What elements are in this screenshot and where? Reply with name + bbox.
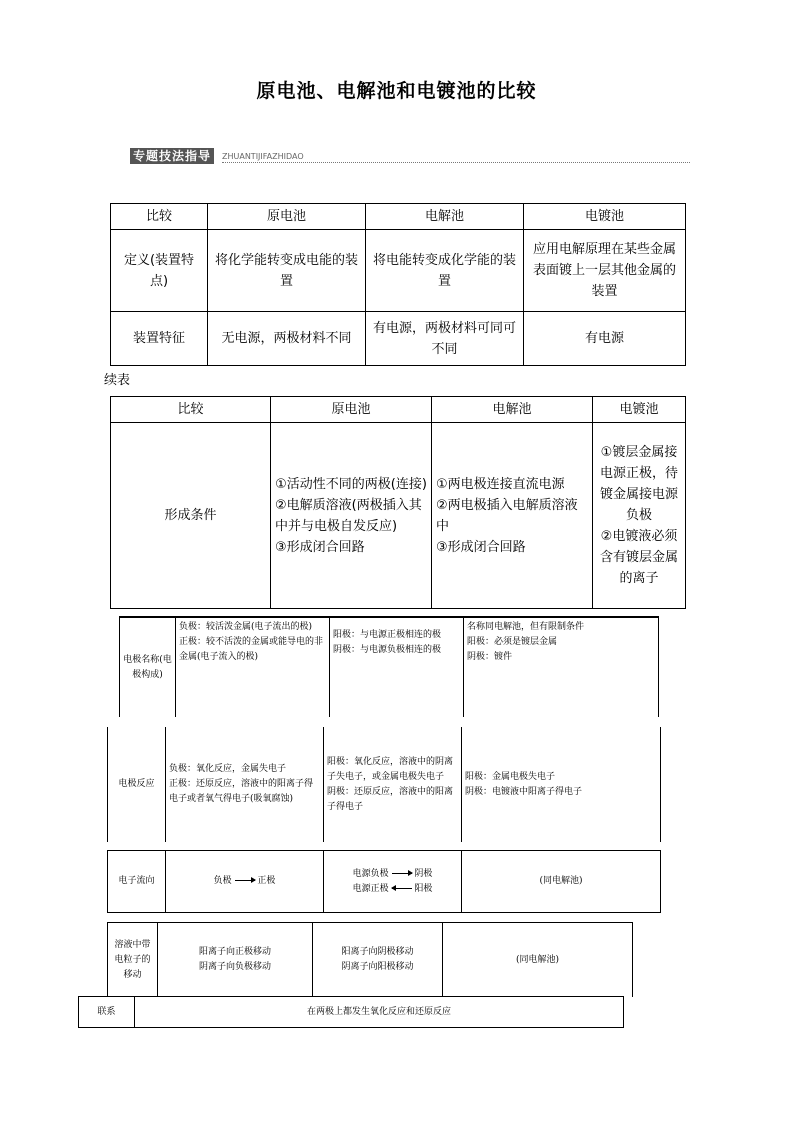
cell-line: 负极：较活泼金属(电子流出的极) bbox=[179, 622, 313, 632]
row-label: 装置特征 bbox=[111, 312, 208, 366]
header-cell: 电解池 bbox=[432, 397, 593, 423]
flow-line bbox=[327, 867, 458, 882]
cell-line: ③形成闭合回路 bbox=[275, 539, 365, 555]
cell-line: 阳离子向阴极移动 bbox=[341, 947, 414, 957]
flow-from: 电源正极 bbox=[352, 883, 389, 894]
table-cell: 在两极上都发生氧化反应和还原反应 bbox=[135, 997, 624, 1028]
table-cell: (同电解池) bbox=[443, 923, 633, 998]
cell-line: 阳离子向正极移动 bbox=[198, 947, 271, 957]
table-cell bbox=[158, 923, 313, 998]
table-cell bbox=[166, 727, 324, 842]
table-row bbox=[108, 727, 661, 842]
table-row bbox=[111, 312, 686, 366]
header-cell: 原电池 bbox=[208, 204, 366, 230]
row-label: 溶液中带电粒子的移动 bbox=[108, 923, 158, 998]
table-cell: 应用电解原理在某些金属表面镀上一层其他金属的装置 bbox=[524, 230, 686, 312]
table-cell: 有电源，两极材料可同可不同 bbox=[366, 312, 524, 366]
comparison-table-2 bbox=[110, 396, 686, 609]
section-tag-pinyin: ZHUANTIJIFAZHIDAO bbox=[222, 152, 304, 161]
cell-line: ①两电极连接直流电源 bbox=[436, 476, 565, 492]
cell-line: 负极：氧化反应，金属失电子 bbox=[169, 764, 287, 774]
cell-line: 阴极：还原反应，溶液中的阳离子得电子 bbox=[327, 786, 454, 812]
flow-to: 阴极 bbox=[414, 868, 433, 879]
row-label: 联系 bbox=[79, 997, 135, 1028]
table-cell bbox=[324, 727, 462, 842]
cell-line: 阳极：金属电极失电子 bbox=[465, 771, 556, 782]
cell-line: ①镀层金属接电源正极，待镀金属接电源负极 bbox=[599, 445, 678, 523]
table-header-row bbox=[111, 204, 686, 230]
cell-line: 正极：还原反应，溶液中的阳离子得电子或者氧气得电子(吸氧腐蚀) bbox=[169, 779, 314, 804]
table-cell: 无电源，两极材料不同 bbox=[208, 312, 366, 366]
page-title: 原电池、电解池和电镀池的比较 bbox=[256, 80, 537, 102]
header-cell: 电镀池 bbox=[524, 204, 686, 230]
table-cell bbox=[330, 617, 464, 717]
table-cell bbox=[313, 923, 443, 998]
table-cell bbox=[593, 423, 686, 609]
cell-line: 阳极：氧化反应，溶液中的阴离子失电子，或金属电极失电子 bbox=[327, 756, 454, 782]
table-cell: 有电源 bbox=[524, 312, 686, 366]
table-cell bbox=[464, 617, 659, 717]
comparison-table-1 bbox=[110, 203, 686, 366]
cell-line: 阳极：与电源正极相连的极 bbox=[333, 630, 442, 640]
cell-line: ③形成闭合回路 bbox=[436, 539, 526, 555]
dotted-rule bbox=[222, 162, 690, 163]
cell-line: 名称同电解池，但有限制条件 bbox=[467, 622, 585, 632]
flow-from: 电源负极 bbox=[352, 868, 389, 879]
section-banner bbox=[130, 148, 690, 166]
table-cell bbox=[462, 727, 661, 842]
cell-line: 阴极：镀件 bbox=[467, 652, 513, 662]
cell-line: 阴极：与电源负极相连的极 bbox=[333, 645, 442, 655]
cell-line: 阴极：电镀液中阳离子得电子 bbox=[465, 786, 583, 797]
flow-to: 正极 bbox=[257, 876, 276, 886]
relation-table bbox=[78, 996, 624, 1028]
flow-from: 负极 bbox=[213, 876, 232, 886]
flow-line bbox=[327, 882, 458, 897]
row-label: 电极反应 bbox=[108, 727, 166, 842]
header-cell: 原电池 bbox=[271, 397, 432, 423]
table-cell: 将电能转变成化学能的装置 bbox=[366, 230, 524, 312]
table-row bbox=[111, 230, 686, 312]
continued-label: 续表 bbox=[104, 373, 131, 388]
flow-to: 阳极 bbox=[414, 883, 433, 894]
cell-line: ②两电极插入电解质溶液中 bbox=[436, 497, 578, 534]
table-row bbox=[79, 997, 624, 1028]
header-cell: 电解池 bbox=[366, 204, 524, 230]
header-cell: 电镀池 bbox=[593, 397, 686, 423]
cell-line: 阴离子向负极移动 bbox=[198, 962, 271, 972]
table-cell: (同电解池) bbox=[462, 851, 661, 913]
header-cell: 比较 bbox=[111, 397, 271, 423]
table-row bbox=[120, 617, 659, 717]
cell-line: 正极：较不活泼的金属或能导电的非金属(电子流入的极) bbox=[179, 637, 324, 662]
table-cell: 将化学能转变成电能的装置 bbox=[208, 230, 366, 312]
arrow-right-icon bbox=[235, 880, 255, 881]
arrow-left-icon bbox=[392, 888, 412, 889]
table-cell bbox=[166, 851, 324, 913]
ion-migration-table bbox=[107, 922, 633, 997]
cell-line: ②电镀液必须含有镀层金属的离子 bbox=[599, 529, 678, 586]
cell-line: ②电解质溶液(两极插入其中并与电极自发反应) bbox=[275, 497, 422, 534]
table-cell bbox=[324, 851, 462, 913]
header-cell: 比较 bbox=[111, 204, 208, 230]
electron-flow-table bbox=[107, 850, 661, 913]
row-label: 电子流向 bbox=[108, 851, 166, 913]
table-row bbox=[108, 923, 633, 998]
cell-line: 阳极：必须是镀层金属 bbox=[467, 637, 558, 647]
table-row bbox=[111, 423, 686, 609]
table-row bbox=[108, 851, 661, 913]
row-label: 形成条件 bbox=[111, 423, 271, 609]
row-label: 定义(装置特点) bbox=[111, 230, 208, 312]
row-label: 电极名称(电极构成) bbox=[120, 617, 176, 717]
cell-line: 阴离子向阳极移动 bbox=[341, 962, 414, 972]
electrode-reactions-table bbox=[107, 727, 661, 842]
table-cell bbox=[271, 423, 432, 609]
table-header-row bbox=[111, 397, 686, 423]
section-tag: 专题技法指导 bbox=[130, 148, 214, 164]
arrow-right-icon bbox=[392, 873, 412, 874]
cell-line: ①活动性不同的两极(连接) bbox=[275, 476, 427, 492]
table-cell bbox=[176, 617, 330, 717]
electrode-names-table bbox=[119, 616, 659, 717]
table-cell bbox=[432, 423, 593, 609]
